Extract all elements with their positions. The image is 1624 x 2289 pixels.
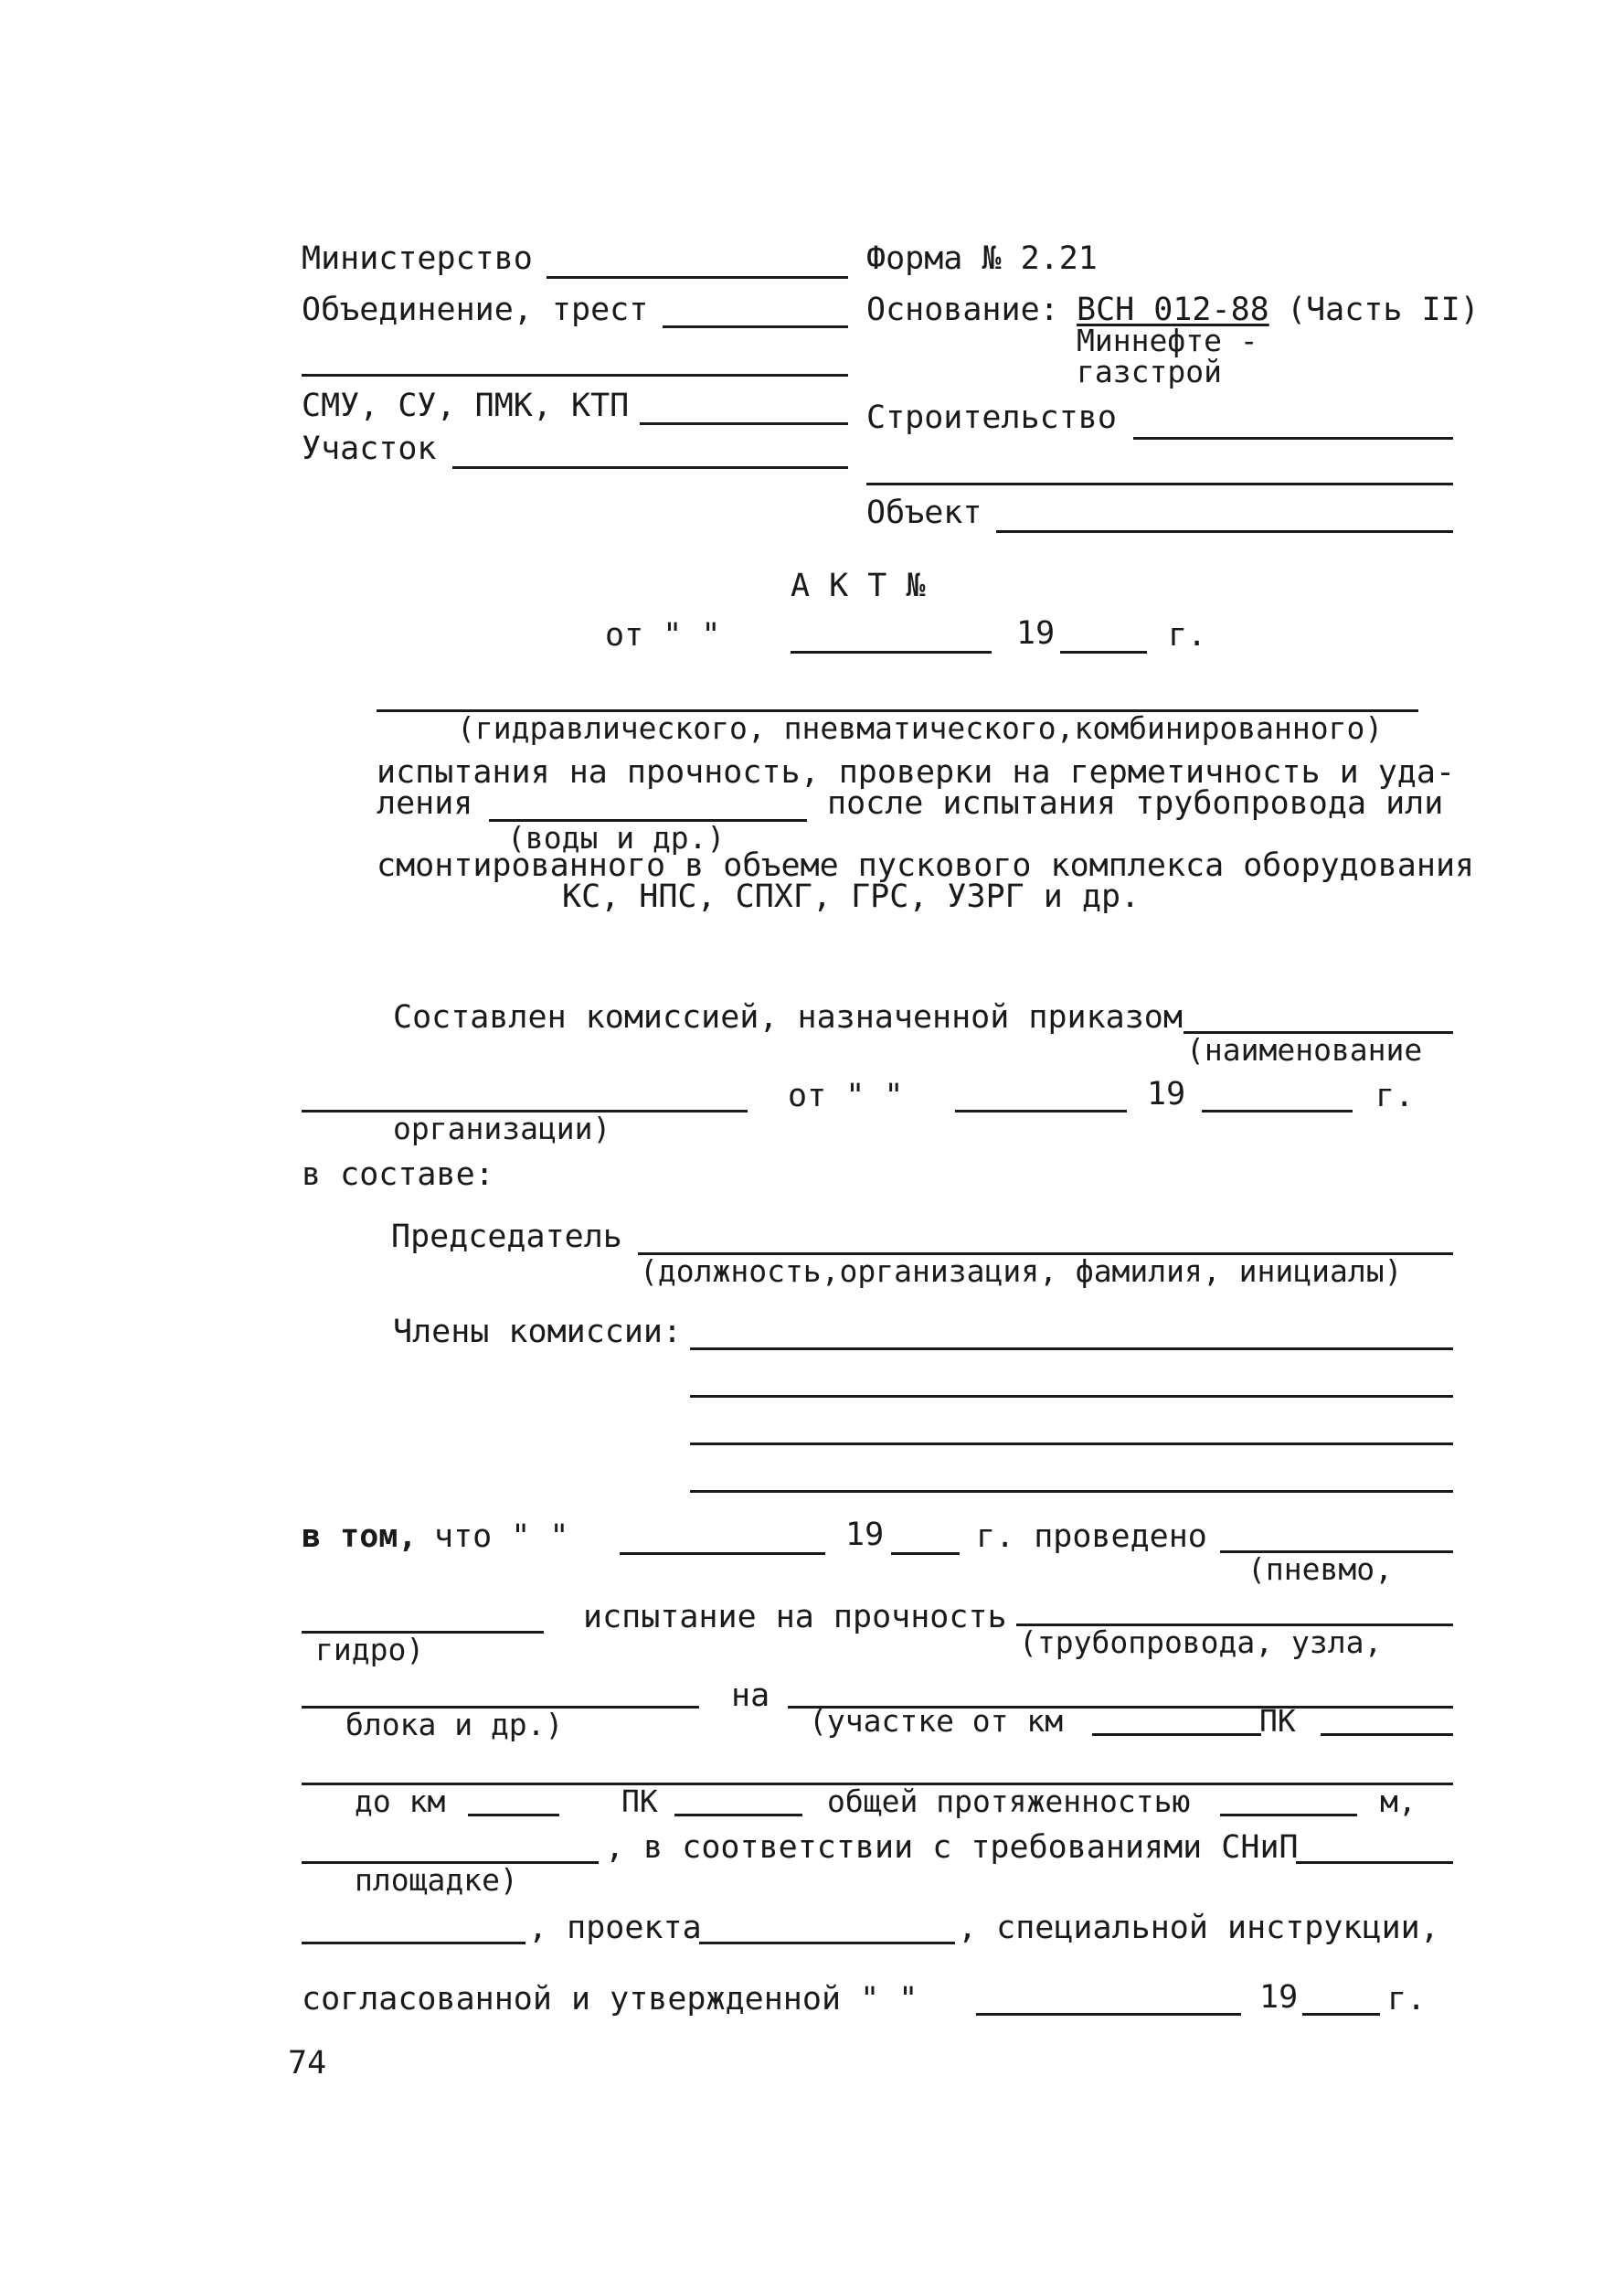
units-field[interactable] [640,422,848,425]
order-year-field[interactable] [1202,1110,1353,1113]
test-month-field[interactable] [620,1552,825,1555]
act-year-field[interactable] [1060,651,1147,654]
form-number: Форма № 2.21 [866,240,1098,277]
order-year-suffix: г. [1375,1078,1415,1114]
strength-test: испытание на прочность [583,1599,1007,1635]
pk-label: ПК [1259,1703,1296,1739]
pneumo-caption: (пневмо, [1247,1551,1393,1587]
basis-org-line1: Миннефте - [1077,323,1258,358]
members-label: Члены комиссии: [393,1314,683,1350]
test-type-line2-end: после испытания трубопровода или [827,785,1444,822]
total-length: общей протяженностью [827,1783,1191,1819]
project-field[interactable] [699,1942,955,1944]
org-caption-1: (наименование [1186,1032,1423,1068]
hydro-caption: гидро) [315,1632,425,1667]
section-from-km: (участке от км [809,1703,1064,1739]
member-field-2[interactable] [690,1395,1453,1398]
project-label: , проекта [528,1910,702,1946]
pipeline-caption: (трубопровода, узла, [1019,1624,1383,1660]
agreed-year-prefix: 19 [1259,1979,1299,2016]
snip-field-2[interactable] [302,1942,525,1944]
object-field[interactable] [996,530,1453,533]
test-year-prefix: 19 [845,1517,885,1553]
carried-out: г. проведено [976,1518,1207,1555]
ministry-field[interactable] [547,276,848,279]
chairman-label: Председатель [391,1219,622,1255]
order-date-from: от " " [788,1078,904,1114]
association-label: Объединение, трест [302,292,649,328]
units-label: СМУ, СУ, ПМК, КТП [302,388,630,424]
site-caption: площадке) [355,1862,518,1898]
meters: м, [1380,1783,1417,1819]
member-field-4[interactable] [690,1490,1453,1493]
basis-part: (Часть II) [1287,292,1480,328]
act-title: А К Т № [791,568,926,604]
pk2-label: ПК [621,1783,658,1819]
construction-field-2[interactable] [866,483,1453,485]
length-field[interactable] [1220,1814,1357,1816]
order-year-prefix: 19 [1147,1076,1186,1113]
ministry-label: Министерство [302,240,533,277]
construction-field[interactable] [1133,437,1453,440]
in-that-bold: в том, [302,1518,418,1555]
object-label: Объект [866,495,982,531]
association-field-2[interactable] [302,374,848,377]
member-field-3[interactable] [690,1443,1453,1445]
act-year-suffix: г. [1168,617,1207,654]
page-number: 74 [288,2045,327,2081]
test-type-line4: КС, НПС, СПХГ, ГРС, УЗРГ и др. [562,878,1141,915]
agreed-label: согласованной и утвержденной " " [302,1981,918,2018]
from-km-field[interactable] [1092,1733,1261,1736]
construction-label: Строительство [866,399,1117,436]
act-month-field[interactable] [791,651,992,654]
snip-field[interactable] [1296,1861,1453,1864]
on-word: на [731,1677,770,1714]
order-month-field[interactable] [955,1110,1127,1113]
test-type-line1: испытания на прочность, проверки на герметичность и уда- [377,754,1456,791]
basis-code: ВСН 012-88 [1077,292,1269,328]
basis-label: Основание: [866,292,1059,328]
test-type-line3: смонтированного в объеме пускового комплекса оборудования [377,847,1475,884]
act-year-prefix: 19 [1016,615,1056,652]
to-km-field[interactable] [468,1814,559,1816]
test-type-caption: (гидравлического, пневматического,комбинированного) [457,710,1384,746]
in-that-rest: что " " [434,1518,569,1555]
commission-composed: Составлен комиссией, назначенной приказом [393,999,1183,1036]
test-type-line2-start: ления [377,785,473,822]
association-field[interactable] [663,325,848,328]
member-field-1[interactable] [690,1347,1453,1350]
basis-org-line2: газстрой [1077,354,1222,389]
from-pk-field[interactable] [1321,1733,1453,1736]
block-caption: блока и др.) [345,1707,564,1742]
section-field[interactable] [452,466,848,469]
test-year-field[interactable] [891,1552,960,1555]
composition-label: в составе: [302,1156,494,1193]
chairman-caption: (должность,организация, фамилия, инициалы) [640,1253,1403,1289]
act-date-from: от " " [605,617,721,654]
special-instruction: , специальной инструкции, [958,1910,1439,1946]
section-label: Участок [302,431,437,467]
org-caption-2: организации) [393,1111,611,1146]
agreed-date-field[interactable] [976,2013,1241,2016]
agreed-year-field[interactable] [1302,2013,1380,2016]
to-km-label: до км [355,1783,446,1819]
to-pk-field[interactable] [674,1814,802,1816]
accordance: , в соответствии с требованиями СНиП [605,1829,1299,1866]
water-caption: (воды и др.) [507,820,726,856]
agreed-year-suffix: г. [1387,1981,1427,2018]
